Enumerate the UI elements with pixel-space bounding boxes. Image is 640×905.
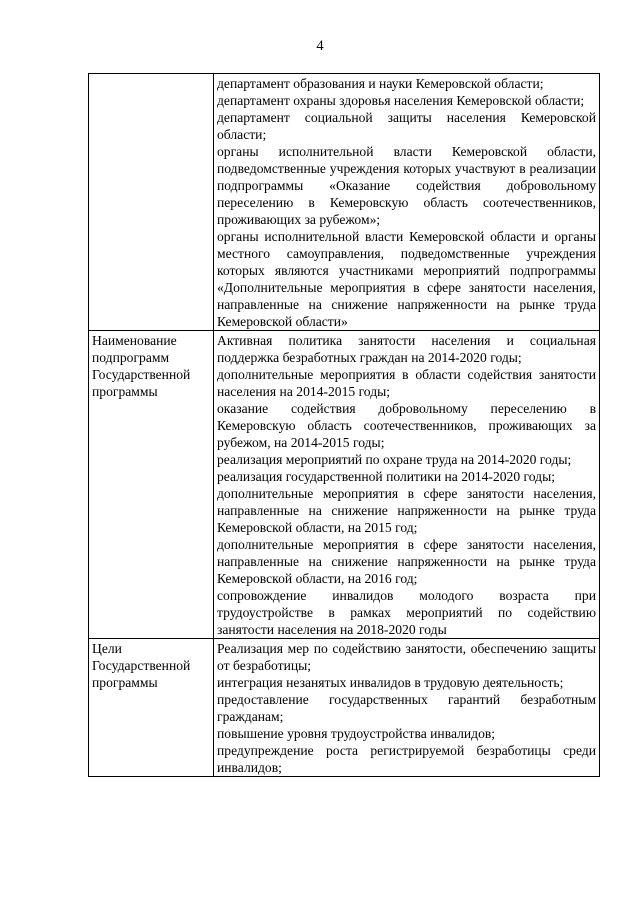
row-content-cell — [214, 639, 600, 777]
list-item: органы исполнительной власти Кемеровской области, подведомственные учреждения которых участвуют в реализации подпрограммы «Оказание содействия добровольному переселению в Кемеровскую область соотечественников, проживающих за рубежом»; — [217, 144, 596, 227]
list-item: предоставление государственных гарантий безработным гражданам; — [217, 692, 596, 724]
row-label-cell — [89, 331, 214, 639]
list-item: реализация мероприятий по охране труда на 2014-2020 годы; — [217, 452, 572, 467]
program-passport-table — [88, 73, 600, 777]
list-item: интеграция незанятых инвалидов в трудовую деятельность; — [217, 675, 564, 690]
list-item: повышение уровня трудоустройства инвалидов; — [217, 726, 496, 741]
list-item: дополнительные мероприятия в области содействия занятости населения на 2014-2015 годы; — [217, 367, 596, 399]
list-item: органы исполнительной власти Кемеровской области и органы местного самоуправления, подведомственные учреждения которых являются участниками мероприятий подпрограммы «Дополнительные мероприятия в сфере занятости населения, направленные на снижение напряженности на рынке труда Кемеровской области» — [217, 229, 596, 329]
page-number: 4 — [316, 38, 324, 54]
table-row — [89, 74, 600, 331]
list-item: департамент социальной защиты населения Кемеровской области; — [217, 110, 596, 142]
list-item: дополнительные мероприятия в сфере занятости населения, направленные на снижение напряженности на рынке труда Кемеровской области, на 2016 год; — [217, 537, 596, 586]
table-row — [89, 331, 600, 639]
row-label: Наименование подпрограмм Государственной программы — [92, 333, 191, 399]
list-item: Реализация мер по содействию занятости, обеспечению защиты от безработицы; — [217, 641, 596, 673]
row-content-cell — [214, 331, 600, 639]
row-label-cell — [89, 74, 214, 331]
list-item: предупреждение роста регистрируемой безработицы среди инвалидов; — [217, 743, 596, 775]
list-item: оказание содействия добровольному переселению в Кемеровскую область соотечественников, проживающих за рубежом, на 2014-2015 годы; — [217, 401, 596, 450]
list-item: дополнительные мероприятия в сфере занятости населения, направленные на снижение напряженности на рынке труда Кемеровской области, на 2015 год; — [217, 486, 596, 535]
list-item: Активная политика занятости населения и социальная поддержка безработных граждан на 2014-2020 годы; — [217, 333, 596, 365]
table-row — [89, 639, 600, 777]
row-content-cell — [214, 74, 600, 331]
list-item: реализация государственной политики на 2014-2020 годы; — [217, 469, 556, 484]
list-item: департамент охраны здоровья населения Кемеровской области; — [217, 93, 585, 108]
row-label: Цели Государственной программы — [92, 641, 191, 690]
list-item: сопровождение инвалидов молодого возраста при трудоустройстве в рамках мероприятий по содействию занятости населения на 2018-2020 годы — [217, 588, 596, 637]
row-label-cell — [89, 639, 214, 777]
list-item: департамент образования и науки Кемеровской области; — [217, 76, 544, 91]
